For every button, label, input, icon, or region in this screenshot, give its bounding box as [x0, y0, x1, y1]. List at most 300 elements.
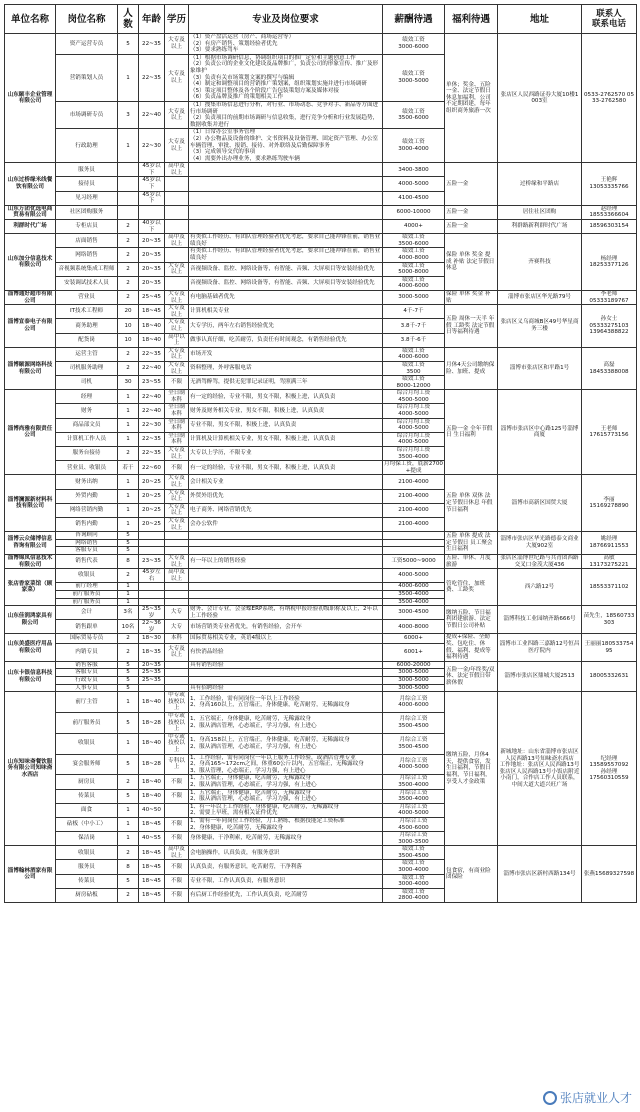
requirements — [189, 532, 383, 540]
education — [165, 803, 189, 817]
salary: 绩效工资 3000-5000 — [383, 54, 445, 101]
position-name: 服务员 — [56, 860, 118, 874]
salary: 综合月均工资 4000-5000 — [383, 432, 445, 446]
contact: 李老师 05333189767 — [582, 290, 637, 304]
salary: 4000-5000 — [383, 177, 445, 191]
job-table — [4, 4, 637, 903]
age-range: 18~45 — [139, 817, 165, 831]
education — [165, 220, 189, 234]
education: 全日制本科 — [165, 390, 189, 404]
education: 大专及以上 — [165, 517, 189, 531]
salary: 4000+ — [383, 220, 445, 234]
benefits: 保险 单休 奖金 补贴 — [445, 290, 498, 304]
salary: 月综合工资 4000-5000 — [383, 803, 445, 817]
position-name: 配货岗 — [56, 333, 118, 347]
age-range: 18~28 — [139, 754, 165, 775]
education: 大专 — [165, 606, 189, 620]
requirements: 市场营销类专业者优先，有销售经验，会开车 — [189, 620, 383, 634]
contact: 苗先生，18560733303 — [582, 606, 637, 634]
education: 大专及以上 — [165, 262, 189, 276]
requirements: 有类似工作经历、有团队管理经验者优先考虑，要求自己能冲锋在前，销售业绩良好 — [189, 234, 383, 248]
benefits: 五险一金 — [445, 205, 498, 219]
table-row — [5, 305, 637, 319]
position-name: 收银员 — [56, 733, 118, 754]
salary: 月综合工资 3500-4500 — [383, 713, 445, 734]
benefits: 单休；奖金、五险一金、法定节假日休息加福利，公司不定期团建，每年组织商务旅游一次 — [445, 34, 498, 163]
age-range: 22~30 — [139, 129, 165, 163]
header-address: 地址 — [498, 5, 582, 34]
company-name: 山东佳润鸿家具有限公司 — [5, 606, 56, 634]
position-name: 司机 — [56, 376, 118, 390]
requirements: 专业不限，男女不限，积极上进，认真负责 — [189, 418, 383, 432]
headcount: 20 — [118, 305, 139, 319]
address: 利群路新利群时代广场 — [498, 220, 582, 234]
salary: 3400-3800 — [383, 163, 445, 177]
age-range: 25~35 — [139, 677, 165, 685]
company-name: 山东加分信息技术有限公司 — [5, 234, 56, 291]
table-row — [5, 234, 637, 248]
age-range — [139, 598, 165, 606]
headcount: 1 — [118, 832, 139, 846]
salary: 绩效工资 4000-6000 — [383, 347, 445, 361]
position-name: 人事专员 — [56, 684, 118, 692]
position-name: 咨询顾问 — [56, 532, 118, 540]
education — [165, 248, 189, 262]
position-name: 资产运营专员 — [56, 34, 118, 55]
requirements — [189, 220, 383, 234]
headcount: 2 — [118, 888, 139, 902]
education — [165, 276, 189, 290]
age-range: 18~45 — [139, 888, 165, 902]
company-name: 山东颐丰企业管理有限公司 — [5, 34, 56, 163]
age-range: 23~55 — [139, 376, 165, 390]
requirements: 大专学历，两年左右销售经验优先 — [189, 319, 383, 333]
education — [165, 205, 189, 219]
headcount: 5 — [118, 539, 139, 547]
salary: 绩效工资 3000-4000 — [383, 860, 445, 874]
benefits: 五险一金 — [445, 220, 498, 234]
position-name: 内销专员 — [56, 644, 118, 662]
position-name: 面食 — [56, 803, 118, 817]
position-name: 客服专员 — [56, 547, 118, 555]
requirements: 1、五官端正，身体健康，吃苦耐劳，无稀露纹身 2、服从酒店管理，心态端正，学习力强，有上进心 — [189, 775, 383, 789]
education: 大专及以上 — [165, 54, 189, 101]
requirements: 具有销售经验 — [189, 661, 383, 669]
header-education: 学历 — [165, 5, 189, 34]
position-name: 销售内勤 — [56, 517, 118, 531]
headcount: 1 — [118, 129, 139, 163]
education: 不限 — [165, 461, 189, 475]
requirements: 有一定的经验，专业不限，男女不限，积极上进，认真负责 — [189, 461, 383, 475]
requirements: 外贸外语优先 — [189, 489, 383, 503]
education: 中专或技校以上 — [165, 733, 189, 754]
headcount: 5 — [118, 874, 139, 888]
requirements: 1、需有一年同岗位工作经验，刀工熟练，根据技能定工资标准 2、身体健康，吃苦耐劳，无稀露纹身 — [189, 817, 383, 831]
contact: 赵经理 18553366604 — [582, 205, 637, 219]
education: 大专及以上 — [165, 644, 189, 662]
address: 淄博科技工业园纳齐路666号 — [498, 606, 582, 634]
position-name: 前厅服务员 — [56, 598, 118, 606]
education — [165, 547, 189, 555]
watermark — [543, 1089, 632, 1106]
benefits: 五险一金 全年节假日 生日福利 — [445, 390, 498, 475]
contact: 纪经理 13589557092 孙经理 17560310559 — [582, 692, 637, 846]
age-range: 20~35 — [139, 248, 165, 262]
headcount: 2 — [118, 347, 139, 361]
requirements: 大专以上学历，不限专业 — [189, 447, 383, 461]
headcount: 5 — [118, 661, 139, 669]
requirements: 有后厨工作经验优先，工作认真负责，吃苦耐劳 — [189, 888, 383, 902]
header-contact: 联系人 联系电话 — [582, 5, 637, 34]
education: 高中及以上 — [165, 569, 189, 583]
address: 张店区人民西路证券大厦10楼1003室 — [498, 34, 582, 163]
requirements: 专业不限，工作认真负责，有服务意识 — [189, 874, 383, 888]
table-row — [5, 390, 637, 404]
requirements: 1、身高158以上，五官端正，身体健康，吃苦耐劳，无稀露纹身 2、服从酒店管理，心态端正，学习力强，有上进心 — [189, 733, 383, 754]
requirements: 有电脑基础者优先 — [189, 290, 383, 304]
headcount: 5 — [118, 547, 139, 555]
requirements: 市场开发 — [189, 347, 383, 361]
salary: 6001+ — [383, 644, 445, 662]
headcount: 1 — [118, 503, 139, 517]
requirements — [189, 177, 383, 191]
address: 淄博市张店区中心路125号淄博商厦 — [498, 390, 582, 475]
education — [165, 598, 189, 606]
headcount: 8 — [118, 554, 139, 568]
contact: 孙女士 05333275103 13964388822 — [582, 305, 637, 348]
benefits: 五险 周休一天半 年假 工龄奖 法定节假日等福利待遇 — [445, 305, 498, 348]
age-range: 40~55 — [139, 832, 165, 846]
salary: 月综合工资 3500-4000 — [383, 789, 445, 803]
age-range — [139, 205, 165, 219]
position-name: 砧板（中小工） — [56, 817, 118, 831]
headcount: 1 — [118, 733, 139, 754]
benefits: 五险、单休、月度旅游 — [445, 554, 498, 568]
headcount: 5 — [118, 677, 139, 685]
age-range: 22~35 — [139, 432, 165, 446]
address: 张店区义乌商城B区49号华星商务三楼 — [498, 305, 582, 348]
age-range: 25~35岁 — [139, 606, 165, 620]
position-name: 音视频系统集成工程师 — [56, 262, 118, 276]
contact: 18596303154 — [582, 220, 637, 234]
age-range: 22~40 — [139, 361, 165, 375]
salary: 3.8千-6千 — [383, 333, 445, 347]
headcount: 1 — [118, 404, 139, 418]
salary: 综合月均工资 4000-5000 — [383, 404, 445, 418]
company-name: 山东卡银信息科技有限公司 — [5, 661, 56, 691]
headcount: 1 — [118, 432, 139, 446]
position-name: 传菜员 — [56, 874, 118, 888]
company-name: 淄博尚雅有限责任公司 — [5, 390, 56, 475]
position-name: 接待员 — [56, 177, 118, 191]
salary — [383, 547, 445, 555]
requirements — [189, 669, 383, 677]
position-name: 客服专员 — [56, 669, 118, 677]
age-range: 18~28 — [139, 713, 165, 734]
age-range: 20~35 — [139, 262, 165, 276]
age-range: 20~25 — [139, 503, 165, 517]
headcount: 若干 — [118, 461, 139, 475]
requirements: 会电脑操作，认真负责，有服务意识 — [189, 846, 383, 860]
address: 淄博市张店区华光路德泰文商业大厦902室 — [498, 532, 582, 555]
headcount: 8 — [118, 860, 139, 874]
requirements: 音视频设备、监控、网络设备等，有智能、音频、大屏项目等安装经验优先 — [189, 276, 383, 290]
salary: 绩效工资 3500-6000 — [383, 101, 445, 128]
education: 大专及以上 — [165, 101, 189, 128]
age-range: 22~60 — [139, 461, 165, 475]
salary: 6000-20000 — [383, 661, 445, 669]
table-row — [5, 475, 637, 489]
age-range: 20~25 — [139, 517, 165, 531]
education: 大专及以上 — [165, 129, 189, 163]
salary: 绩效工资 4000-6000 — [383, 276, 445, 290]
headcount: 1 — [118, 817, 139, 831]
watermark-logo-icon — [543, 1091, 557, 1105]
requirements: 资料整理，外呼客服电话 — [189, 361, 383, 375]
education: 全日制本科 — [165, 418, 189, 432]
requirements: 会计相关专业 — [189, 475, 383, 489]
requirements: 有类似工作经历、有团队管理经验者优先考虑，要求自己能冲锋在前，销售业绩良好 — [189, 248, 383, 262]
address: 淄博市张店区和平路1号 — [498, 347, 582, 390]
age-range: 40~50 — [139, 803, 165, 817]
education: 本科 — [165, 634, 189, 644]
benefits: 五险 单休 提成 法定节假日 员工聚会 生日福利 — [445, 532, 498, 555]
headcount: 2 — [118, 846, 139, 860]
salary: 绩效工资 4000-8000 — [383, 248, 445, 262]
position-name: 商务助理 — [56, 319, 118, 333]
address: 淄博市张店区鼎城大厦2513 — [498, 661, 582, 691]
salary — [383, 532, 445, 540]
salary: 绩效工资 3000-6000 — [383, 34, 445, 55]
headcount: 5 — [118, 789, 139, 803]
headcount: 5 — [118, 754, 139, 775]
salary: 2100-4000 — [383, 517, 445, 531]
position-name: 运营主管 — [56, 347, 118, 361]
table-header-row — [5, 5, 637, 34]
age-range: 22~40 — [139, 390, 165, 404]
headcount: 2 — [118, 569, 139, 583]
education: 不限 — [165, 888, 189, 902]
age-range: 18~40 — [139, 733, 165, 754]
education: 大专及以上 — [165, 447, 189, 461]
salary: 3500-4000 — [383, 590, 445, 598]
contact: 王艳辉 13053335766 — [582, 163, 637, 206]
headcount: 5 — [118, 34, 139, 55]
age-range: 20~25 — [139, 489, 165, 503]
position-name: 行政助理 — [56, 129, 118, 163]
education: 大专及以上 — [165, 489, 189, 503]
contact: 0533-2762570 0533-2762580 — [582, 34, 637, 163]
position-name: 财务出纳 — [56, 475, 118, 489]
headcount: 5 — [118, 684, 139, 692]
contact: 18005332631 — [582, 661, 637, 691]
requirements: 有快消品经验 — [189, 644, 383, 662]
address: 张店区淄博世纪路与共青团西路交叉口金茂大厦436 — [498, 554, 582, 568]
age-range: 18~45 — [139, 874, 165, 888]
requirements: 财务及财务相关专业，男女不限，积极上进，认真负责 — [189, 404, 383, 418]
position-name: 宴会服务师 — [56, 754, 118, 775]
company-name: 淄博锦凤信息技术有限公司 — [5, 554, 56, 568]
salary: 3000-5000 — [383, 677, 445, 685]
headcount: 2 — [118, 276, 139, 290]
contact: 王老师 17615773156 — [582, 390, 637, 475]
address: 淄博市张店区新村西路134号 — [498, 846, 582, 903]
education: 高中及以上 — [165, 846, 189, 860]
headcount: 1 — [118, 692, 139, 713]
requirements — [189, 583, 383, 591]
headcount: 1 — [118, 390, 139, 404]
company-name: 山东美盛医疗用品有限公司 — [5, 634, 56, 661]
age-range: 25~45 — [139, 290, 165, 304]
position-name: 司机服务助理 — [56, 361, 118, 375]
age-range: 20~35 — [139, 234, 165, 248]
salary: 绩效工资 3500 — [383, 361, 445, 375]
position-name: 销售客服 — [56, 661, 118, 669]
salary — [383, 539, 445, 547]
headcount: 2 — [118, 447, 139, 461]
benefits: 缴纳五险，月休4天，提供食宿，发生日福利，节假日福利，节日福利，享受人才金政策 — [445, 692, 498, 846]
company-name: 山东过桥缘米线餐饮有限公司 — [5, 163, 56, 206]
table-row — [5, 205, 637, 219]
education: 大专及以上 — [165, 305, 189, 319]
headcount: 10 — [118, 333, 139, 347]
position-name: IT技术工程师 — [56, 305, 118, 319]
age-range: 23~35 — [139, 554, 165, 568]
position-name: 销售代表 — [56, 554, 118, 568]
age-range — [139, 547, 165, 555]
address: 西六路12号 — [498, 569, 582, 606]
position-name: 行政专员 — [56, 677, 118, 685]
education — [165, 677, 189, 685]
education: 大专及以上 — [165, 475, 189, 489]
header-count: 人数 — [118, 5, 139, 34]
header-salary: 薪酬待遇 — [383, 5, 445, 34]
position-name: 网络营销内勤 — [56, 503, 118, 517]
requirements — [189, 547, 383, 555]
headcount: 2 — [118, 234, 139, 248]
headcount — [118, 191, 139, 205]
requirements: 具有招聘经验 — [189, 684, 383, 692]
position-name: 国际贸易专员 — [56, 634, 118, 644]
position-name: 传菜员 — [56, 789, 118, 803]
position-name: 前厅服务员 — [56, 590, 118, 598]
contact: 18553371102 — [582, 569, 637, 606]
age-range: 45岁左右 — [139, 569, 165, 583]
salary: 4000-8000 — [383, 620, 445, 634]
requirements — [189, 205, 383, 219]
headcount: 2 — [118, 220, 139, 234]
salary: 绩效工资 3500-4500 — [383, 846, 445, 860]
position-name: 会计 — [56, 606, 118, 620]
benefits: 五险一金 — [445, 163, 498, 206]
headcount — [118, 177, 139, 191]
address: 居住社区团购 — [498, 205, 582, 219]
salary: 2100-4000 — [383, 503, 445, 517]
position-name: 财务 — [56, 404, 118, 418]
company-name: 淄博宣泰电子有限公司 — [5, 305, 56, 348]
headcount: 5 — [118, 713, 139, 734]
position-name: 安装调试技术人员 — [56, 276, 118, 290]
education: 不限 — [165, 775, 189, 789]
salary: 4100-4500 — [383, 191, 445, 205]
requirements: 1、五官端正，身体健康，吃苦耐劳，无稀露纹身 2、服从酒店管理，心态端正，学习力强，有上进心 — [189, 789, 383, 803]
requirements: 1、工作经验，需有同岗位一年以上服务工作经验，或酒店管理专业 2、身高165~172cm之间，体重60公斤以内，五官端正，无稀露纹身 3、服从管理，心态端正，学习力强，有上进心 — [189, 754, 383, 775]
table-row — [5, 290, 637, 304]
education: 不限 — [165, 832, 189, 846]
education — [165, 669, 189, 677]
table-row — [5, 634, 637, 644]
benefits: 保险 单休 奖金 提成 补贴 法定节假日休息 — [445, 234, 498, 291]
address: 齐赛科技 — [498, 234, 582, 291]
position-name: 营业员 — [56, 290, 118, 304]
age-range: 22~36岁 — [139, 620, 165, 634]
salary: 绩效工资 8000-12000 — [383, 376, 445, 390]
headcount: 10名 — [118, 620, 139, 634]
company-name: 淄博翰林酒家有限公司 — [5, 846, 56, 903]
headcount: 1 — [118, 517, 139, 531]
contact: 姚经理 18766911553 — [582, 532, 637, 555]
headcount: 3名 — [118, 606, 139, 620]
table-row — [5, 220, 637, 234]
education: 大专及以上 — [165, 319, 189, 333]
header-position: 岗位名称 — [56, 5, 118, 34]
position-name: 保洁岗 — [56, 832, 118, 846]
company-name: 山东万团优选电商贸易有限公司 — [5, 205, 56, 219]
education: 大专 — [165, 620, 189, 634]
position-name: 计算机工作人员 — [56, 432, 118, 446]
position-name: 厨房员 — [56, 775, 118, 789]
education — [165, 191, 189, 205]
company-name: 淄博云众储博信息咨询有限公司 — [5, 532, 56, 555]
salary: 4000-6000 — [383, 583, 445, 591]
education: 专科以上 — [165, 754, 189, 775]
contact: 杨经理 18253377126 — [582, 234, 637, 291]
position-name: 销售跟单 — [56, 620, 118, 634]
headcount: 3 — [118, 101, 139, 128]
table-row — [5, 692, 637, 713]
position-name: 收银员 — [56, 569, 118, 583]
headcount: 2 — [118, 361, 139, 375]
contact: 高磊 18453388008 — [582, 347, 637, 390]
company-name: 淄博澜源新材料科技有限公司 — [5, 475, 56, 532]
age-range — [139, 539, 165, 547]
position-name: 经理 — [56, 390, 118, 404]
age-range — [139, 684, 165, 692]
address: 过桥缘和平路店 — [498, 163, 582, 206]
company-name: 张店香家菜馆（顾家菜） — [5, 569, 56, 606]
requirements: 认真负责，有服务意识，吃苦耐劳，干净利落 — [189, 860, 383, 874]
age-range: 18~35 — [139, 644, 165, 662]
requirements — [189, 569, 383, 583]
age-range: 45岁以下 — [139, 163, 165, 177]
position-name: 收银员 — [56, 846, 118, 860]
education: 中专或技校以上 — [165, 692, 189, 713]
benefits: 五险一金/年终奖/双休、法定节假日带薪休假 — [445, 661, 498, 691]
address: 淄博市工业四路三嘉路12号恒昌医疗院内 — [498, 634, 582, 661]
position-name: 店面销售 — [56, 234, 118, 248]
salary: 3000-5000 — [383, 684, 445, 692]
company-name: 淄博颐源网络科技有限公司 — [5, 347, 56, 390]
headcount: 1 — [118, 590, 139, 598]
headcount: 2 — [118, 775, 139, 789]
requirements: 计算机相关专业 — [189, 305, 383, 319]
job-table-body — [5, 34, 637, 903]
position-name: 前厅主管 — [56, 692, 118, 713]
salary: 绩效工资 3000-4000 — [383, 874, 445, 888]
address: 淄博市张店区华光路79号 — [498, 290, 582, 304]
salary: 6000+ — [383, 634, 445, 644]
position-name: 前厅经理 — [56, 583, 118, 591]
